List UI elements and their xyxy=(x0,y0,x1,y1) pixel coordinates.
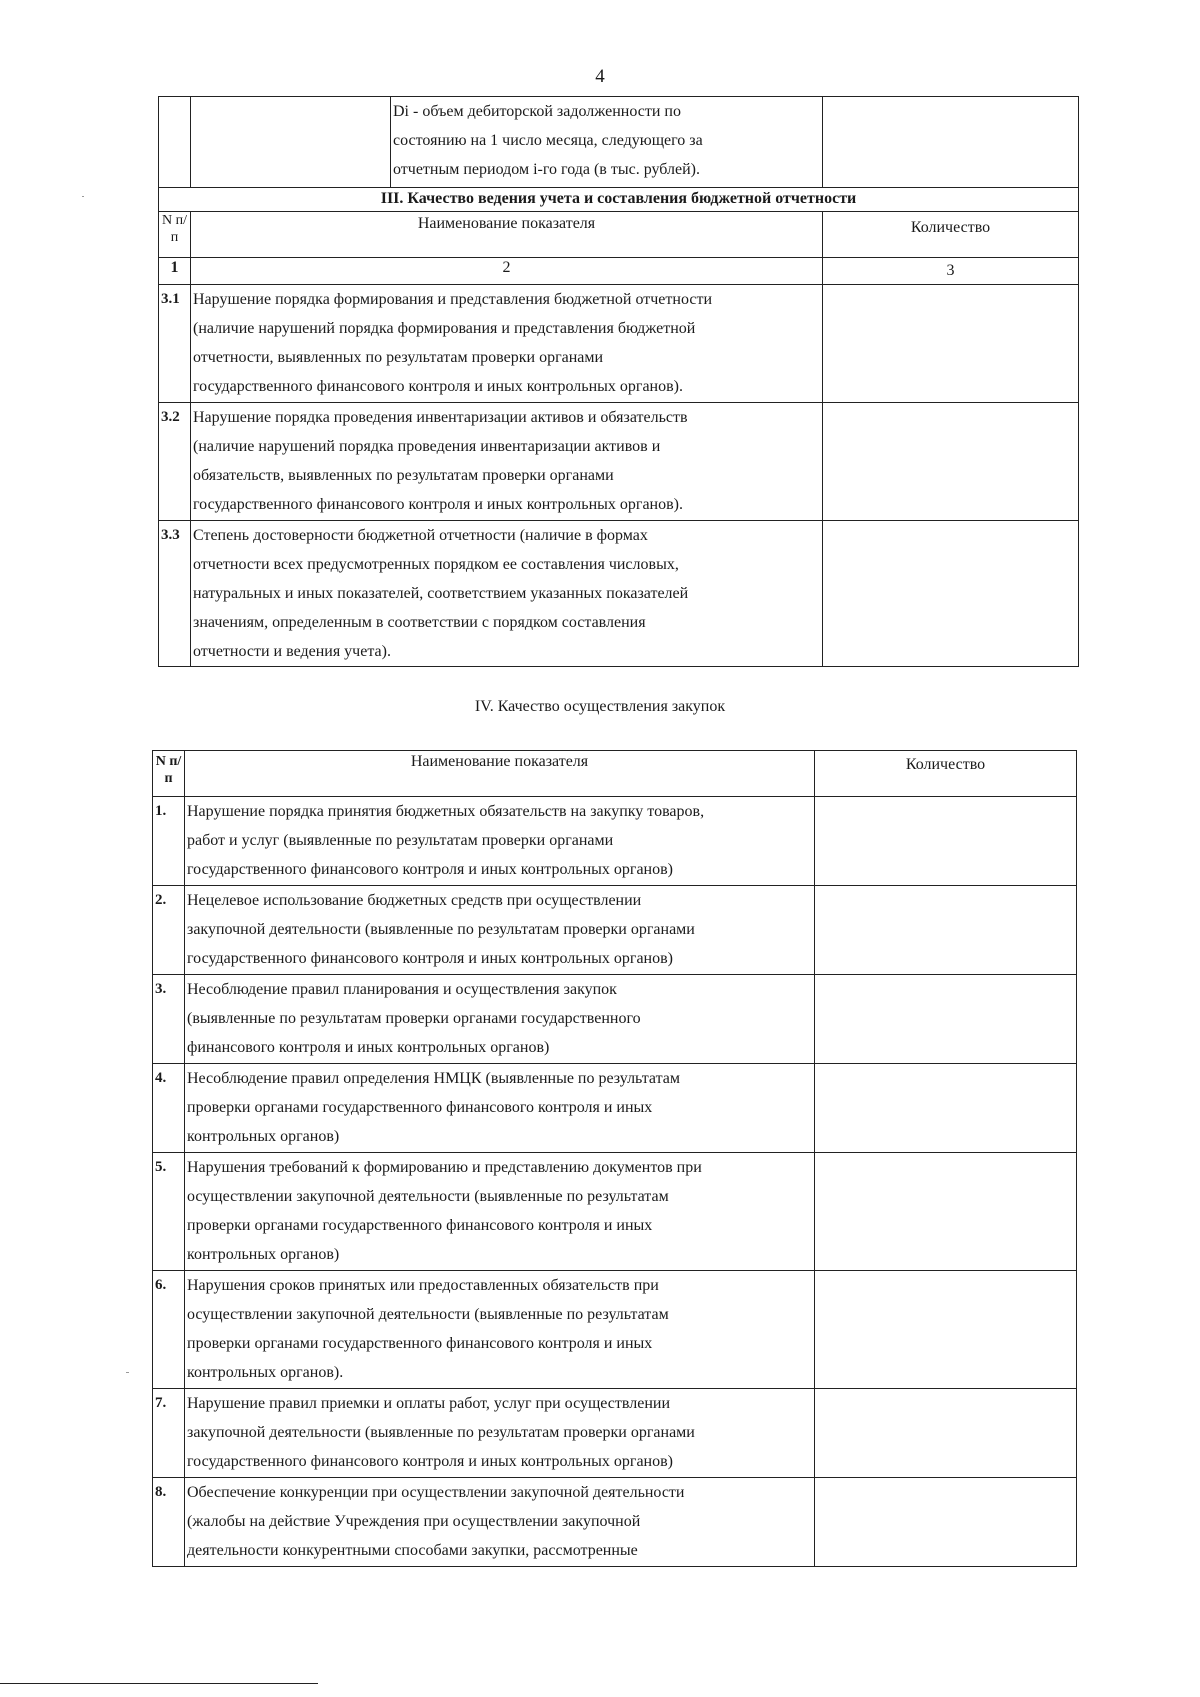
cell-line: государственного финансового контроля и иных контрольных органов) xyxy=(187,950,673,967)
index-cell: 1 xyxy=(159,258,191,285)
cell-line: государственного финансового контроля и иных контрольных органов) xyxy=(187,1453,673,1470)
cell-line: Нарушение порядка формирования и представления бюджетной отчетности xyxy=(193,291,713,308)
formula-description-cell xyxy=(391,97,823,188)
cell-line: Нецелевое использование бюджетных средств при осуществлении xyxy=(187,892,642,909)
section-title-row xyxy=(159,188,1079,212)
cell-line: Нарушение порядка проведения инвентаризации активов и обязательств xyxy=(193,409,688,426)
section-4-title: IV. Качество осуществления закупок xyxy=(474,698,726,715)
row-description xyxy=(191,521,823,667)
row-description xyxy=(185,1064,815,1153)
row-description xyxy=(191,285,823,403)
row-number: 6. xyxy=(153,1271,185,1389)
row-description xyxy=(185,1478,815,1567)
scan-speck xyxy=(82,196,84,197)
table-row xyxy=(159,403,1079,521)
header-num: N п/п xyxy=(153,751,185,797)
table-row xyxy=(159,521,1079,667)
cell-line: осуществлении закупочной деятельности (выявленные по результатам xyxy=(187,1306,669,1323)
header-num: N п/п xyxy=(159,212,191,258)
cell-line: контрольных органов) xyxy=(187,1246,340,1263)
budget-reporting-table xyxy=(158,96,1079,667)
quantity-cell xyxy=(815,797,1077,886)
table-row xyxy=(153,1271,1077,1389)
quantity-cell xyxy=(815,975,1077,1064)
cell-line: (выявленные по результатам проверки органами государственного xyxy=(187,1010,641,1027)
table-cell xyxy=(159,97,191,188)
cell-line: отчетности, выявленных по результатам проверки органами xyxy=(193,349,604,366)
cell-line: контрольных органов). xyxy=(187,1364,344,1381)
cell-line: (наличие нарушений порядка формирования и представления бюджетной xyxy=(193,320,696,337)
cell-line: проверки органами государственного финансового контроля и иных xyxy=(187,1335,653,1352)
row-number: 3.2 xyxy=(159,403,191,521)
cell-line: проверки органами государственного финансового контроля и иных xyxy=(187,1217,653,1234)
cell-line: Обеспечение конкуренции при осуществлении закупочной деятельности xyxy=(187,1484,685,1501)
row-description xyxy=(185,1389,815,1478)
cell-line: отчетности всех предусмотренных порядком ее составления числовых, xyxy=(193,556,679,573)
row-description xyxy=(185,1271,815,1389)
row-description xyxy=(191,403,823,521)
quantity-cell xyxy=(815,1064,1077,1153)
row-description xyxy=(185,1153,815,1271)
cell-line: значениям, определенным в соответствии с порядком составления xyxy=(193,614,646,631)
cell-line: государственного финансового контроля и иных контрольных органов) xyxy=(187,861,673,878)
header-row xyxy=(153,751,1077,797)
cell-line: Нарушения требований к формированию и представлению документов при xyxy=(187,1159,702,1176)
scan-speck xyxy=(126,1372,129,1373)
table-row xyxy=(159,285,1079,403)
cell-line: (жалобы на действие Учреждения при осуществлении закупочной xyxy=(187,1513,641,1530)
cell-line: государственного финансового контроля и иных контрольных органов). xyxy=(193,496,683,513)
cell-line: осуществлении закупочной деятельности (выявленные по результатам xyxy=(187,1188,669,1205)
row-description xyxy=(185,886,815,975)
quantity-cell xyxy=(823,403,1079,521)
procurement-table xyxy=(152,750,1077,1567)
header-row xyxy=(159,212,1079,258)
header-name: Наименование показателя xyxy=(191,212,823,258)
cell-line: Нарушение правил приемки и оплаты работ, услуг при осуществлении xyxy=(187,1395,670,1412)
index-cell: 2 xyxy=(191,258,823,285)
cell-line: состоянию на 1 число месяца, следующего за xyxy=(393,132,703,149)
cell-line: закупочной деятельности (выявленные по результатам проверки органами xyxy=(187,921,695,938)
cell-line: Нарушение порядка принятия бюджетных обязательств на закупку товаров, xyxy=(187,803,705,820)
row-description xyxy=(185,975,815,1064)
quantity-cell xyxy=(815,1389,1077,1478)
row-number: 4. xyxy=(153,1064,185,1153)
section-title: III. Качество ведения учета и составления бюджетной отчетности xyxy=(159,188,1079,212)
cell-line: (наличие нарушений порядка проведения инвентаризации активов и xyxy=(193,438,661,455)
cell-line: государственного финансового контроля и иных контрольных органов). xyxy=(193,378,683,395)
table-row xyxy=(153,1478,1077,1567)
header-qty: Количество xyxy=(823,212,1079,258)
quantity-cell xyxy=(815,1153,1077,1271)
quantity-cell xyxy=(815,886,1077,975)
cell-line: отчетным периодом i-го года (в тыс. рублей). xyxy=(393,161,700,178)
cell-line: Несоблюдение правил определения НМЦК (выявленные по результатам xyxy=(187,1070,681,1087)
quantity-cell xyxy=(823,521,1079,667)
row-number: 2. xyxy=(153,886,185,975)
cell-line: проверки органами государственного финансового контроля и иных xyxy=(187,1099,653,1116)
row-number: 3.1 xyxy=(159,285,191,403)
row-description xyxy=(185,797,815,886)
cell-line: отчетности и ведения учета). xyxy=(193,643,391,660)
cell-line: натуральных и иных показателей, соответствием указанных показателей xyxy=(193,585,689,602)
row-number: 8. xyxy=(153,1478,185,1567)
cell-line: контрольных органов) xyxy=(187,1128,340,1145)
quantity-cell xyxy=(815,1478,1077,1567)
table-row xyxy=(153,1064,1077,1153)
header-name: Наименование показателя xyxy=(185,751,815,797)
row-number: 7. xyxy=(153,1389,185,1478)
page-number: 4 xyxy=(595,66,605,87)
row-number: 3. xyxy=(153,975,185,1064)
cell-line: деятельности конкурентными способами закупки, рассмотренные xyxy=(187,1542,638,1559)
cell-line: обязательств, выявленных по результатам проверки органами xyxy=(193,467,614,484)
cell-line: закупочной деятельности (выявленные по результатам проверки органами xyxy=(187,1424,695,1441)
row-number: 3.3 xyxy=(159,521,191,667)
footnote-separator xyxy=(0,1683,318,1684)
table-row xyxy=(153,886,1077,975)
row-number: 5. xyxy=(153,1153,185,1271)
table-row xyxy=(153,1153,1077,1271)
index-row xyxy=(159,258,1079,285)
table-row xyxy=(153,797,1077,886)
cell-line: Нарушения сроков принятых или предоставленных обязательств при xyxy=(187,1277,659,1294)
row-number: 1. xyxy=(153,797,185,886)
cell-line: работ и услуг (выявленные по результатам проверки органами xyxy=(187,832,614,849)
cell-line: Di - объем дебиторской задолженности по xyxy=(393,103,681,120)
table-row xyxy=(159,97,1079,188)
table-cell xyxy=(823,97,1079,188)
table-cell xyxy=(191,97,391,188)
quantity-cell xyxy=(815,1271,1077,1389)
cell-line: Степень достоверности бюджетной отчетности (наличие в формах xyxy=(193,527,648,544)
table-row xyxy=(153,975,1077,1064)
header-qty: Количество xyxy=(815,751,1077,797)
table-row xyxy=(153,1389,1077,1478)
quantity-cell xyxy=(823,285,1079,403)
cell-line: финансового контроля и иных контрольных органов) xyxy=(187,1039,550,1056)
index-cell: 3 xyxy=(823,258,1079,285)
cell-line: Несоблюдение правил планирования и осуществления закупок xyxy=(187,981,617,998)
